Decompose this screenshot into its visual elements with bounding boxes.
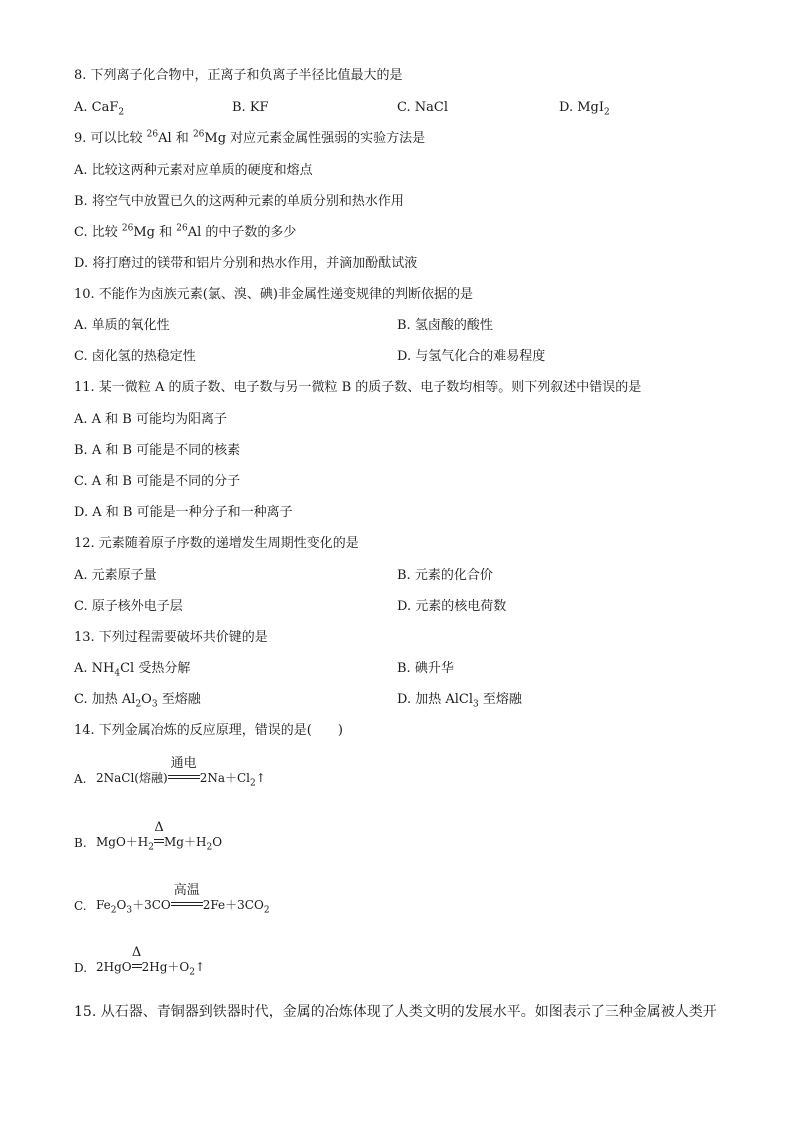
q14-option-d [74, 935, 474, 978]
q14-option-d-label: D. [74, 961, 88, 975]
q12-stem: 12. 元素随着原子序数的递增发生周期性变化的是 [74, 536, 359, 551]
q11-option-d: D. A 和 B 可能是一种分子和一种离子 [74, 505, 293, 520]
q13-option-b: B. 碘升华 [397, 661, 454, 676]
q14-stem: 14. 下列金属冶炼的反应原理，错误的是( ) [74, 723, 343, 738]
q9-option-b: B. 将空气中放置已久的这两种元素的单质分别和热水作用 [74, 194, 404, 209]
q8-option-c: C. NaCl [397, 100, 448, 115]
q11-option-a: A. A 和 B 可能均为阳离子 [74, 412, 227, 427]
q14-option-c-label: C. [74, 899, 87, 913]
q10-stem: 10. 不能作为卤族元素(氯、溴、碘)非金属性递变规律的判断依据的是 [74, 287, 473, 302]
q9-stem: 9. 可以比较 $^{26}$Al 和 $^{26}$Mg 对应元素金属性强弱的实验方法是 [74, 129, 426, 146]
q14-option-a [74, 746, 474, 789]
q10-option-d: D. 与氢气化合的难易程度 [397, 349, 546, 364]
q10-option-b: B. 氢卤酸的酸性 [397, 318, 493, 333]
q8-stem: 8. 下列离子化合物中，正离子和负离子半径比值最大的是 [74, 68, 403, 83]
q13-option-a: A. $NH_4Cl$ 受热分解 [74, 661, 191, 679]
q8-option-a: A. CaF$_2$ [74, 100, 125, 118]
q14-option-d-equation: 2HgO Δ $2Hg+O_2↑$ [96, 945, 206, 978]
q14-option-b-label: B. [74, 836, 87, 850]
q14-option-c [74, 873, 474, 916]
q11-option-b: B. A 和 B 可能是不同的核素 [74, 443, 241, 458]
reaction-condition: Δ [154, 836, 164, 850]
q15-stem: 15. 从石器、青铜器到铁器时代，金属的冶炼体现了人类文明的发展水平。如图表示了三种金属被人类开 [74, 1004, 717, 1020]
q9-option-d: D. 将打磨过的镁带和铝片分别和热水作用，并滴加酚酞试液 [74, 256, 418, 271]
q12-option-b: B. 元素的化合价 [397, 568, 493, 583]
q12-option-c: C. 原子核外电子层 [74, 599, 183, 614]
q12-option-d: D. 元素的核电荷数 [397, 599, 507, 614]
q14-option-a-equation: 2NaCl(熔融) 通电 $2Na+Cl_2↑$ [96, 756, 266, 789]
q11-option-c: C. A 和 B 可能是不同的分子 [74, 474, 241, 489]
reaction-condition: Δ [132, 961, 142, 975]
q13-stem: 13. 下列过程需要破坏共价键的是 [74, 630, 268, 645]
q13-option-d: D. 加热 AlCl$_3$ 至熔融 [397, 692, 522, 710]
q14-option-b [74, 810, 474, 853]
q14-option-c-equation: $Fe_2O_3+3CO$ 高温 $2Fe+3CO_2$ [96, 883, 270, 916]
q10-option-a: A. 单质的氧化性 [74, 318, 170, 333]
q8-option-d: D. MgI$_2$ [559, 100, 610, 118]
q9-option-c: C. 比较 $^{26}$Mg 和 $^{26}$Al 的中子数的多少 [74, 223, 297, 240]
q14-option-b-equation: $MgO+H_2$ Δ $Mg+H_2O$ [96, 820, 223, 853]
q11-stem: 11. 某一微粒 A 的质子数、电子数与另一微粒 B 的质子数、电子数均相等。则下列叙述中错误的是 [74, 380, 642, 395]
reaction-condition: 高温 [171, 899, 203, 913]
q8-option-b: B. KF [232, 100, 269, 115]
q9-option-a: A. 比较这两种元素对应单质的硬度和熔点 [74, 163, 313, 178]
q13-option-c: C. 加热 $Al_2O_3$ 至熔融 [74, 692, 201, 710]
q14-option-a-label: A. [74, 772, 87, 786]
q12-option-a: A. 元素原子量 [74, 568, 157, 583]
reaction-condition: 通电 [168, 772, 200, 786]
q10-option-c: C. 卤化氢的热稳定性 [74, 349, 196, 364]
